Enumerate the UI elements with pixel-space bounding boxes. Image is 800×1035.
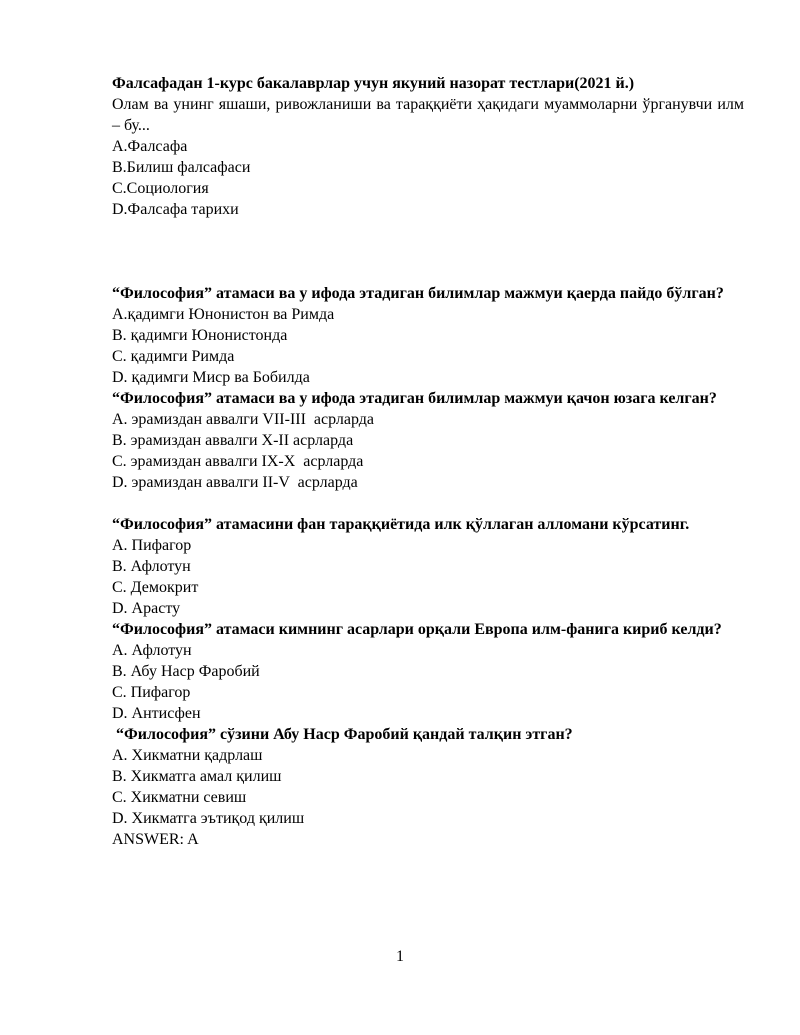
option-d: D.Фалсафа тарихи	[112, 201, 239, 218]
option-b: B. Абу Наср Фаробий	[112, 663, 260, 680]
question-block	[112, 388, 744, 493]
option-c: C.Социология	[112, 180, 209, 197]
section-spacer	[112, 220, 744, 283]
question-text: “Философия” атамаси ва у ифода этадиган билимлар мажмуи қачон юзага келган?	[112, 390, 717, 407]
question-text: “Философия” сўзини Абу Наср Фаробий қандай талқин этган?	[112, 726, 573, 743]
intro-options	[112, 136, 744, 220]
section-spacer	[112, 493, 744, 514]
option-d: D. қадимги Миср ва Бобилда	[112, 369, 310, 386]
question-block	[112, 283, 744, 388]
option-b: B. Хикматга амал қилиш	[112, 768, 282, 785]
option-d: D. Хикматга эътиқод қилиш	[112, 810, 305, 827]
answer-text: ANSWER: A	[112, 831, 199, 848]
option-c: C. Демокрит	[112, 579, 199, 596]
question-block	[112, 619, 744, 724]
option-c: C. Хикматни севиш	[112, 789, 247, 806]
option-b: B. эрамиздан аввалги X-II асрларда	[112, 432, 354, 449]
document-title: Фалсафадан 1-курс бакалаврлар учун якуний назорат тестлари(2021 й.)	[112, 75, 635, 92]
option-a: A.Фалсафа	[112, 138, 188, 155]
option-c: C. қадимги Римда	[112, 348, 235, 365]
option-c: C. эрамиздан аввалги IX-X асрларда	[112, 453, 364, 470]
option-b: B.Билиш фалсафаси	[112, 159, 251, 176]
option-d: D. Арасту	[112, 600, 181, 617]
option-d: D. Антисфен	[112, 705, 201, 722]
question-block	[112, 514, 744, 619]
option-b: B. Афлотун	[112, 558, 191, 575]
option-b: B. қадимги Юнонистонда	[112, 327, 288, 344]
option-c: C. Пифагор	[112, 684, 191, 701]
option-a: A. Пифагор	[112, 537, 192, 554]
document-page	[112, 73, 744, 850]
option-a: A. Хикматни қадрлаш	[112, 747, 263, 764]
option-a: A. эрамиздан аввалги VII-III асрларда	[112, 411, 375, 428]
question-text: “Философия” атамасини фан тараққиётида илк қўллаган алломани кўрсатинг.	[112, 516, 690, 533]
option-d: D. эрамиздан аввалги II-V асрларда	[112, 474, 358, 491]
option-a: A. Афлотун	[112, 642, 192, 659]
option-a: A.қадимги Юнонистон ва Римда	[112, 306, 335, 323]
page-number: 1	[396, 948, 404, 965]
question-block	[112, 724, 744, 850]
intro-question: Олам ва унинг яшаши, ривожланиши ва тараққиёти ҳақидаги муаммоларни ўрганувчи илм – бу...	[112, 96, 744, 134]
question-text: “Философия” атамаси кимнинг асарлари орқали Европа илм-фанига кириб келди?	[112, 621, 722, 638]
question-text: “Философия” атамаси ва у ифода этадиган билимлар мажмуи қаерда пайдо бўлган?	[112, 285, 724, 302]
